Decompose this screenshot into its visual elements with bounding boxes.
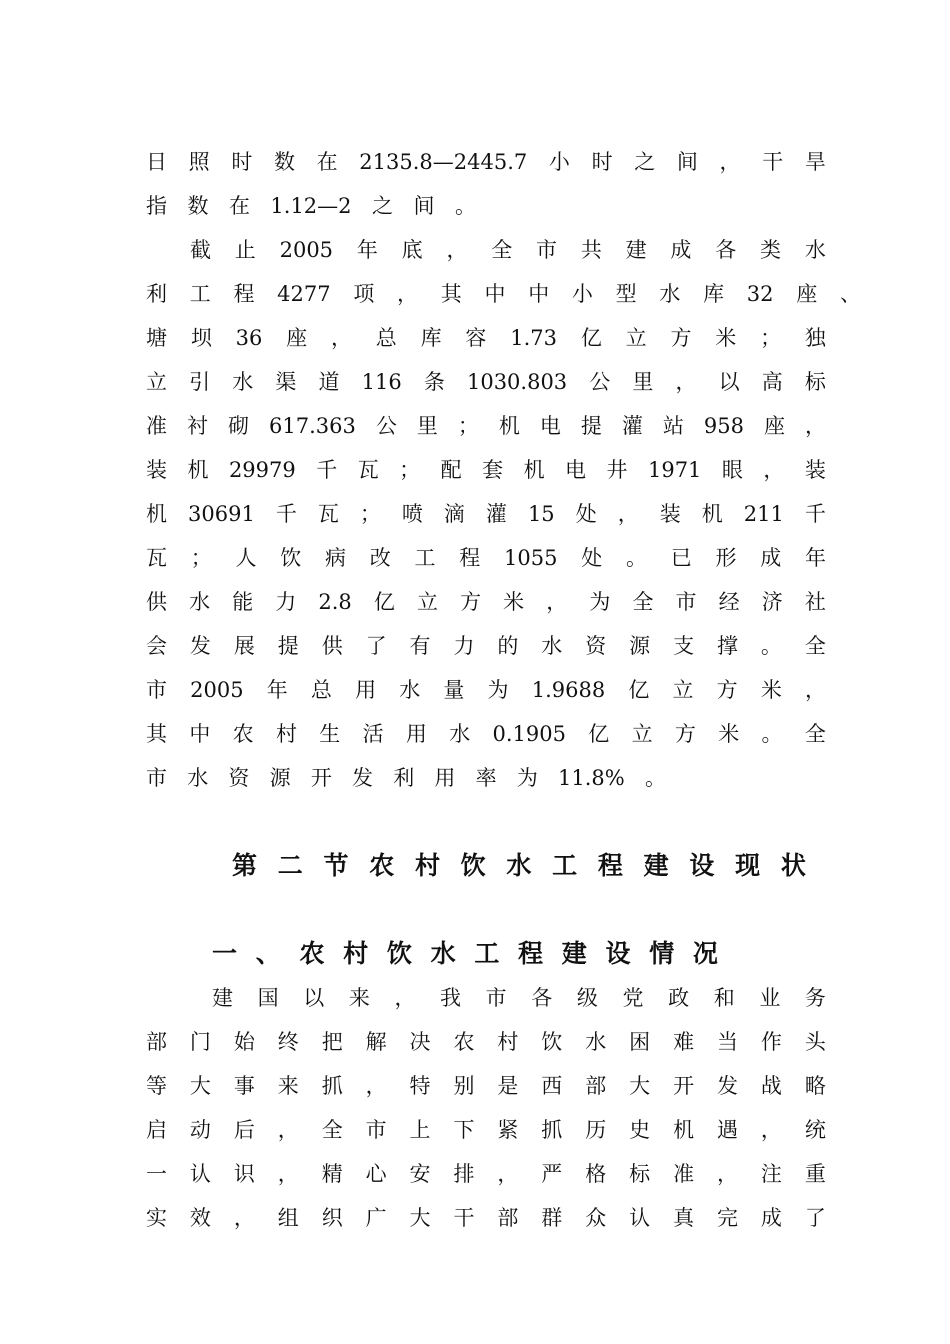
paragraph-line: 启 动 后 ， 全 市 上 下 紧 抓 历 史 机 遇 ， 统 (146, 1118, 826, 1142)
paragraph-line: 部 门 始 终 把 解 决 农 村 饮 水 困 难 当 作 头 (146, 1030, 826, 1054)
paragraph-line: 日 照 时 数 在 2135.8—2445.7 小 时 之 间 ， 干 旱 (146, 150, 826, 174)
paragraph-line: 市 2005 年 总 用 水 量 为 1.9688 亿 立 方 米 ， (146, 678, 826, 702)
section-heading: 第 二 节 农 村 饮 水 工 程 建 设 现 状 (232, 851, 806, 880)
subsection-heading: 一 、 农 村 饮 水 工 程 建 设 情 况 (212, 939, 718, 968)
paragraph-line: 装 机 29979 千 瓦 ； 配 套 机 电 井 1971 眼 ， 装 (146, 458, 826, 482)
paragraph-line: 实 效 ， 组 织 广 大 干 部 群 众 认 真 完 成 了 (146, 1206, 826, 1230)
paragraph-line: 塘 坝 36 座 ， 总 库 容 1.73 亿 立 方 米 ； 独 (146, 326, 826, 350)
paragraph-line: 市 水 资 源 开 发 利 用 率 为 11.8% 。 (146, 766, 666, 790)
paragraph-line: 准 衬 砌 617.363 公 里 ； 机 电 提 灌 站 958 座 ， (146, 414, 826, 438)
paragraph-line: 截 止 2005 年 底 ， 全 市 共 建 成 各 类 水 (190, 238, 826, 262)
paragraph-line: 机 30691 千 瓦 ； 喷 滴 灌 15 处 ， 装 机 211 千 (146, 502, 826, 526)
paragraph-line: 利 工 程 4277 项 ， 其 中 中 小 型 水 库 32 座 、 (146, 282, 861, 306)
paragraph-line: 会 发 展 提 供 了 有 力 的 水 资 源 支 撑 。 全 (146, 634, 826, 658)
paragraph-line: 一 认 识 ， 精 心 安 排 ， 严 格 标 准 ， 注 重 (146, 1162, 826, 1186)
paragraph-line: 立 引 水 渠 道 116 条 1030.803 公 里 ， 以 高 标 (146, 370, 826, 394)
paragraph-line: 建 国 以 来 ， 我 市 各 级 党 政 和 业 务 (212, 986, 826, 1010)
paragraph-line: 其 中 农 村 生 活 用 水 0.1905 亿 立 方 米 。 全 (146, 722, 826, 746)
paragraph-line: 瓦 ； 人 饮 病 改 工 程 1055 处 。 已 形 成 年 (146, 546, 826, 570)
paragraph-line: 指 数 在 1.12—2 之 间 。 (146, 194, 476, 218)
paragraph-line: 供 水 能 力 2.8 亿 立 方 米 ， 为 全 市 经 济 社 (146, 590, 826, 614)
paragraph-line: 等 大 事 来 抓 ， 特 别 是 西 部 大 开 发 战 略 (146, 1074, 826, 1098)
